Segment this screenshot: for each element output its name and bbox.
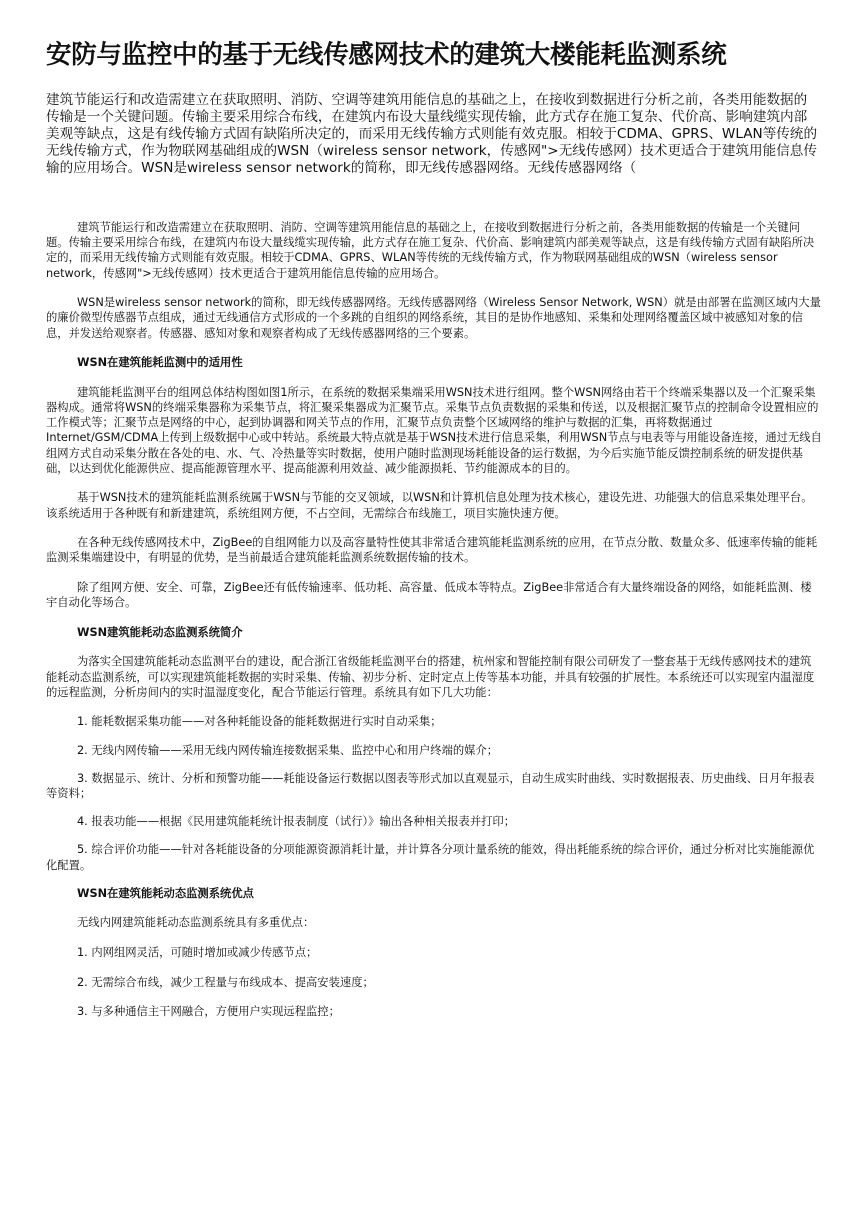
paragraph: 为落实全国建筑能耗动态监测平台的建设，配合浙江省级能耗监测平台的搭建，杭州家和智能控制有限公司研发了一整套基于无线传感网技术的建筑能耗动态监测系统，可以实现建筑能耗数据的实时采集、传输、初步分析、定时定点上传等基本功能，并具有较强的扩展性。本系统还可以实现室内温湿度的远程监测，分析房间内的实时温湿度变化，配合节能运行管理。系统具有如下几大功能： (46, 655, 815, 699)
paragraph: 除了组网方便、安全、可靠，ZigBee还有低传输速率、低功耗、高容量、低成本等特点。ZigBee非常适合有大量终端设备的网络，如能耗监测、楼宇自动化等场合。 (46, 581, 812, 610)
article-body (46, 220, 822, 1034)
function-item: 5. 综合评价功能——针对各耗能设备的分项能源资源消耗计量，并计算各分项计量系统的能效，得出耗能系统的综合评价，通过分析对比实施能源优化配置。 (46, 843, 815, 872)
function-item: 3. 数据显示、统计、分析和预警功能——耗能设备运行数据以图表等形式加以直观显示，自动生成实时曲线、实时数据报表、历史曲线、日月年报表等资料； (46, 771, 815, 800)
paragraph: 建筑能耗监测平台的组网总体结构图如图1所示，在系统的数据采集端采用WSN技术进行组网。整个WSN网络由若干个终端采集器以及一个汇聚采集器构成。通常将WSN的终端采集器称为采集节点，将汇聚采集器成为汇聚节点。采集节点负责数据的采集和传送，以及根据汇聚节点的控制命令设置相应的工作模式等；汇聚节点是网络的中心，起到协调器和网关节点的作用，汇聚节点负责整个区域网络的维护与数据的汇集，再将数据通过Internet/GSM/CDMA上传到上级数据中心或中转站。系统最大特点就是基于WSN技术进行信息采集，利用WSN节点与电表等与用能设备连接，通过无线自组网方式自动采集分散在各处的电、水、气、冷热量等实时数据，使用户随时监测现场耗能设备的运行数据，为今后实施节能反馈控制系统的研发提供基础，以达到优化能源供应、提高能源管理水平、提高能源利用效益、减少能源损耗、节约能源成本的目的。 (46, 385, 822, 475)
paragraph: 基于WSN技术的建筑能耗监测系统属于WSN与节能的交叉领域，以WSN和计算机信息处理为技术核心，建设先进、功能强大的信息采集处理平台。该系统适用于各种既有和新建建筑，系统组网方便，不占空间，无需综合布线施工，项目实施快速方便。 (46, 491, 813, 520)
advantage-item: 1. 内网组网灵活，可随时增加或减少传感节点； (77, 946, 318, 959)
abstract: 建筑节能运行和改造需建立在获取照明、消防、空调等建筑用能信息的基础之上，在接收到数据进行分析之前，各类用能数据的传输是一个关键问题。传输主要采用综合布线，在建筑内布设大量线缆实现传输，此方式存在施工复杂、代价高、影响建筑内部美观等缺点，这是有线传输方式固有缺陷所决定的，而采用无线传输方式则能有效克服。相较于CDMA、GPRS、WLAN等传统的无线传输方式，作为物联网基础组成的WSN（wireless sensor network，传感网">无线传感网）技术更适合于建筑用能信息传输的应用场合。WSN是wireless sensor network的简称，即无线传感器网络。无线传感器网络（ (46, 92, 818, 176)
section-heading: WSN建筑能耗动态监测系统简介 (77, 625, 243, 639)
function-item: 4. 报表功能——根据《民用建筑能耗统计报表制度（试行）》输出各种相关报表并打印； (77, 815, 516, 829)
section-heading: WSN在建筑能耗动态监测系统优点 (77, 886, 254, 900)
paragraph: WSN是wireless sensor network的简称，即无线传感器网络。无线传感器网络（Wireless Sensor Network, WSN）就是由部署在监测区域内大量的廉价微型传感器节点组成，通过无线通信方式形成的一个多跳的自组织的网络系统，其目的是协作地感知、采集和处理网络覆盖区域中被感知对象的信息，并发送给观察者。传感器、感知对象和观察者构成了无线传感器网络的三个要素。 (46, 296, 821, 340)
paragraph: 无线内网建筑能耗动态监测系统具有多重优点： (77, 916, 315, 930)
function-item: 2. 无线内网传输——采用无线内网传输连接数据采集、监控中心和用户终端的媒介； (77, 743, 499, 757)
function-item: 1. 能耗数据采集功能——对各种耗能设备的能耗数据进行实时自动采集； (77, 715, 442, 729)
paragraph: 建筑节能运行和改造需建立在获取照明、消防、空调等建筑用能信息的基础之上，在接收到数据进行分析之前，各类用能数据的传输是一个关键问题。传输主要采用综合布线，在建筑内布设大量线缆实现传输，此方式存在施工复杂、代价高、影响建筑内部美观等缺点，这是有线传输方式固有缺陷所决定的，而采用无线传输方式则能有效克服。相较于CDMA、GPRS、WLAN等传统的无线传输方式，作为物联网基础组成的WSN（wireless sensor network，传感网">无线传感网）技术更适合于建筑用能信息传输的应用场合。 (46, 221, 815, 280)
document-title: 安防与监控中的基于无线传感网技术的建筑大楼能耗监测系统 (46, 40, 727, 70)
section-heading: WSN在建筑能耗监测中的适用性 (77, 356, 243, 370)
paragraph: 在各种无线传感网技术中，ZigBee的自组网能力以及高容量特性使其非常适合建筑能耗监测系统的应用，在节点分散、数量众多、低速率传输的能耗监测采集端建设中，有明显的优势，是当前最适合建筑能耗监测系统数据传输的技术。 (46, 536, 818, 565)
advantage-item: 3. 与多种通信主干网融合，方便用户实现远程监控； (77, 1005, 340, 1019)
advantage-item: 2. 无需综合布线，减少工程量与布线成本、提高安装速度； (77, 975, 374, 989)
